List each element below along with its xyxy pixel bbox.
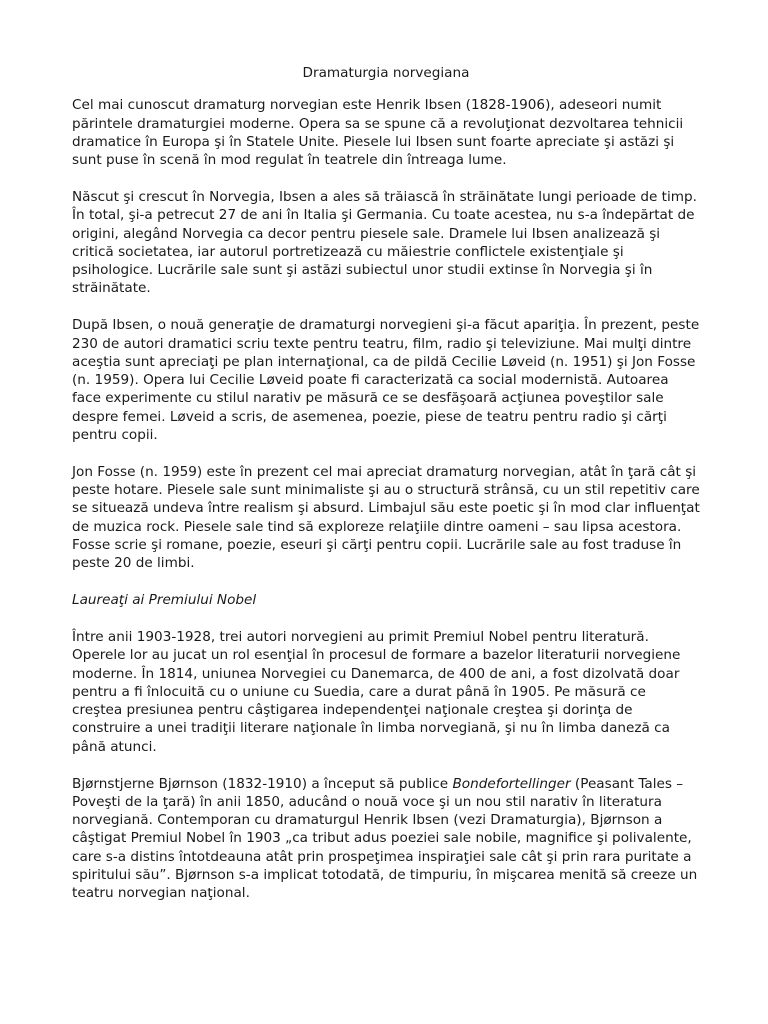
paragraph-ibsen-life: Născut şi crescut în Norvegia, Ibsen a ales să trăiască în străinătate lungi perioade de timp. În total, şi-a petrecut 27 de ani în Italia şi Germania. Cu toate acestea, nu s-a îndepărtat de origini, alegând Norvegia ca decor pentru piesele sale. Dramele lui Ibsen analizează şi critică societatea, iar autorul portretizează cu măiestrie conflictele existenţiale şi psihologice. Lucrările sale sunt şi astăzi subiectul unor studii extinse în Norvegia şi în străinătate. — [72, 188, 697, 297]
paragraph-nobel-laureates: Între anii 1903-1928, trei autori norvegieni au primit Premiul Nobel pentru literatură. Operele lor au jucat un rol esenţial în procesul de formare a bazelor literaturii norvegiene moderne. În 1814, uniunea Norvegiei cu Danemarca, de 400 de ani, a fost dizolvată doar pentru a fi înlocuită cu o uniune cu Suedia, care a durat până în 1905. Pe măsură ce creştea presiunea pentru câştigarea independenţei naţionale creştea şi dorinţa de construire a unei tradiţii literare naţionale în limba norvegiană, şi nu în limba daneză ca până atunci. — [72, 628, 681, 755]
bjornson-text-start: Bjørnstjerne Bjørnson (1832-1910) a început să publice — [72, 775, 453, 792]
document-body — [72, 64, 700, 921]
paragraph-new-generation: După Ibsen, o nouă generaţie de dramaturgi norvegieni şi-a făcut apariţia. În prezent, peste 230 de autori dramatici scriu texte pentru teatru, film, radio şi televiziune. Mai mulţi dintre aceştia sunt apreciaţi pe plan internaţional, ca de pildă Cecilie Løveid (n. 1951) şi Jon Fosse (n. 1959). Opera lui Cecilie Løveid poate fi caracterizată ca social modernistă. Autoarea face experimente cu stilul narativ pe măsură ce se desfăşoară acţiunea poveştilor sale despre femei. Løveid a scris, de asemenea, poezie, piese de teatru pentru radio şi cărţi pentru copii. — [72, 317, 700, 444]
paragraph-bjornson — [72, 775, 700, 903]
paragraph-jon-fosse: Jon Fosse (n. 1959) este în prezent cel mai apreciat dramaturg norvegian, atât în ţară cât şi peste hotare. Piesele sale sunt minimaliste şi au o structură strânsă, cu un stil repetitiv care se situează undeva între realism şi absurd. Limbajul său este poetic şi în mod clar influenţat de muzica rock. Piesele sale tind să exploreze relaţiile dintre oameni – sau lipsa acestora. Fosse scrie şi romane, poezie, eseuri şi cărţi pentru copii. Lucrările sale au fost traduse în peste 20 de limbi. — [72, 463, 700, 572]
paragraph-ibsen-intro: Cel mai cunoscut dramaturg norvegian este Henrik Ibsen (1828-1906), adeseori numit părintele dramaturgiei moderne. Opera sa se spune că a revoluţionat dezvoltarea tehnicii dramatice în Europa şi în Statele Unite. Piesele lui Ibsen sunt foarte apreciate şi astăzi şi sunt puse în scenă în mod regulat în teatrele din întreaga lume. — [72, 97, 684, 169]
document-title: Dramaturgia norvegiana — [302, 65, 470, 81]
book-title: Bondefortellinger — [452, 775, 571, 792]
section-heading-nobel: Laureaţi ai Premiului Nobel — [72, 592, 257, 609]
bjornson-text-rest: (Peasant Tales – Poveşti de la ţară) în anii 1850, aducând o nouă voce şi un nou stil narativ în literatura norvegiană. Contemporan cu dramaturgul Henrik Ibsen (vezi Dramaturgia), Bjørnson a câştigat Premiul Nobel în 1903 „ca tribut adus poeziei sale nobile, magnifice şi polivalente, care s-a distins întotdeauna atât prin prospeţimea inspiraţiei sale cât şi prin rara puritate a spiritului său”. Bjørnson s-a implicat totodată, de timpuriu, în mişcarea menită să creeze un teatru norvegian naţional. — [72, 775, 698, 902]
